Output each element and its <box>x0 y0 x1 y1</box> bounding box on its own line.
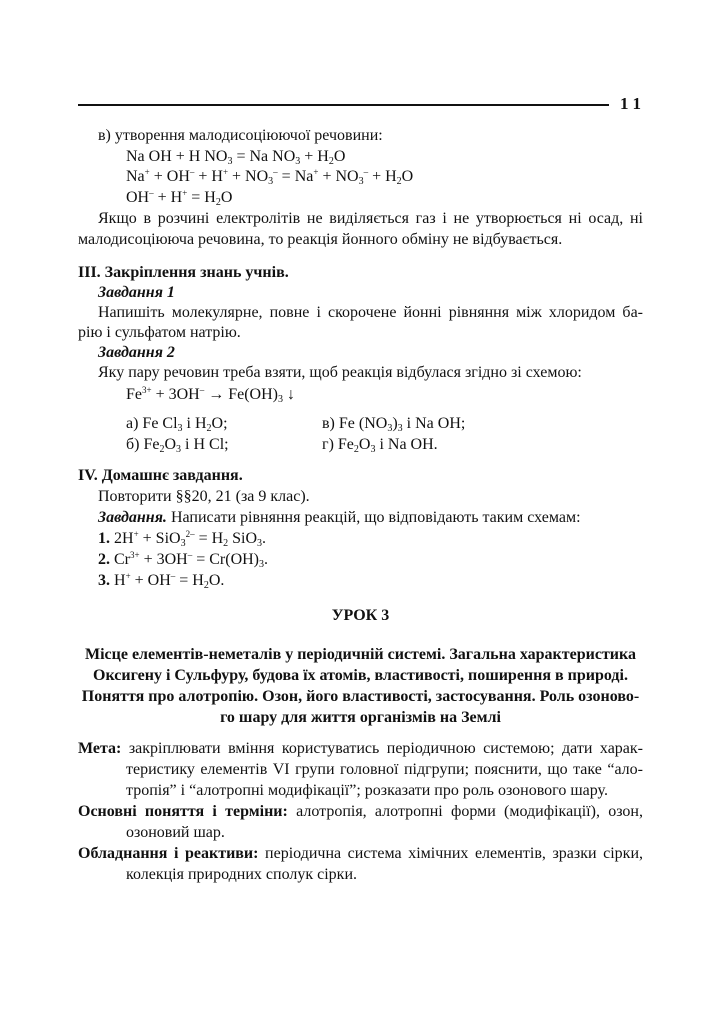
arrow-icon: → <box>204 386 229 403</box>
equation-molecular: Na OH + H $NO_3 = Na$ $NO_3 + H_2O$ <box>126 148 346 167</box>
section-iv-heading: ІV. Домашнє завдання. <box>78 467 243 484</box>
lesson-subtitle-line-4: го шару для життя організмів на Землі <box>220 709 501 726</box>
lesson-subtitle-line-3: Поняття про алотропію. Озон, його властивості, застосування. Роль озоново- <box>81 688 640 705</box>
conclusion-line-2: малодисоціююча речовина, то реакція йонного обміну не відбувається. <box>78 231 563 248</box>
goal-line-1: Мета: закріплювати вміння користуватись періодичною системою; дати харак- <box>78 740 643 757</box>
equipment-line-2: колекція природних сполук сірки. <box>126 866 357 883</box>
down-arrow-icon: ↓ <box>282 386 295 403</box>
header-rule <box>78 104 609 106</box>
task-1-text-line-2: рію і сульфатом натрію. <box>78 324 241 341</box>
task-1-title: Завдання 1 <box>98 284 175 301</box>
section-iii-heading: ІІІ. Закріплення знань учнів. <box>78 264 289 281</box>
option-b: б) $Fe_2O_3$ і H Cl; <box>126 436 229 455</box>
page-number: 11 <box>620 94 647 113</box>
task-2-text: Яку пару речовин треба взяти, щоб реакція відбулася згідно зі схемою: <box>98 364 582 381</box>
reaction-scheme: $Fe^{3+} + 3OH^- \to Fe(OH)_3$ ↓ <box>126 385 295 405</box>
lesson-title: УРОК 3 <box>331 607 390 624</box>
option-a: а) Fe $Cl_3$ і $H_2O$; <box>126 415 228 434</box>
concepts-line-2: озоновий шар. <box>126 824 225 841</box>
equation-full-ionic: $Na^+ + OH^- + H^+ + NO_3^- = Na^+ + NO_3^- + H_2O$ <box>126 167 414 187</box>
equation-short-ionic: $OH^- + H^+ = H_2O$ <box>126 188 233 208</box>
option-v: в) Fe $(NO_3)_3$ і Na OH; <box>322 415 466 434</box>
homework-item-2: 2. $Cr^{3+} + 3OH^- = Cr(OH)_3$. <box>98 550 269 570</box>
homework-item-3: 3. $H^+ + OH^- = H_2O$. <box>98 571 225 591</box>
lesson-subtitle-line-1: Місце елементів-неметалів у періодичній системі. Загальна характеристика <box>84 646 636 663</box>
goal-line-2: теристику елементів VІ групи головної підгрупи; пояснити, що таке “ало- <box>126 761 643 778</box>
concepts-line-1: Основні поняття і терміни: алотропія, алотропні форми (модифікації), озон, <box>78 803 643 820</box>
homework-task: Завдання. Написати рівняння реакцій, що відповідають таким схемам: <box>98 509 581 526</box>
option-g: г) $Fe_2O_3$ і Na OH. <box>322 436 438 455</box>
homework-repeat: Повторити §§20, 21 (за 9 клас). <box>98 488 310 505</box>
homework-item-1: 1. $2H^+ + SiO_3^{2-} = H_2$ SiO$_3$. <box>98 529 267 549</box>
lesson-subtitle-line-2: Оксигену і Сульфуру, будова їх атомів, властивості, поширення в природі. <box>93 667 628 684</box>
conclusion-line-1: Якщо в розчині електролітів не виділяється газ і не утворюється ні осад, ні <box>98 210 643 227</box>
equipment-line-1: Обладнання і реактиви: періодична система хімічних елементів, зразки сірки, <box>78 845 644 862</box>
goal-line-3: тропія” і “алотропні модифікації”; розказати про роль озонового шару. <box>126 782 608 799</box>
task-1-text-line-1: Напишіть молекулярне, повне і скорочене йонні рівняння між хлоридом ба- <box>98 304 643 321</box>
section-v-intro: в) утворення малодисоціюючої речовини: <box>98 127 383 144</box>
task-2-title: Завдання 2 <box>98 344 175 361</box>
